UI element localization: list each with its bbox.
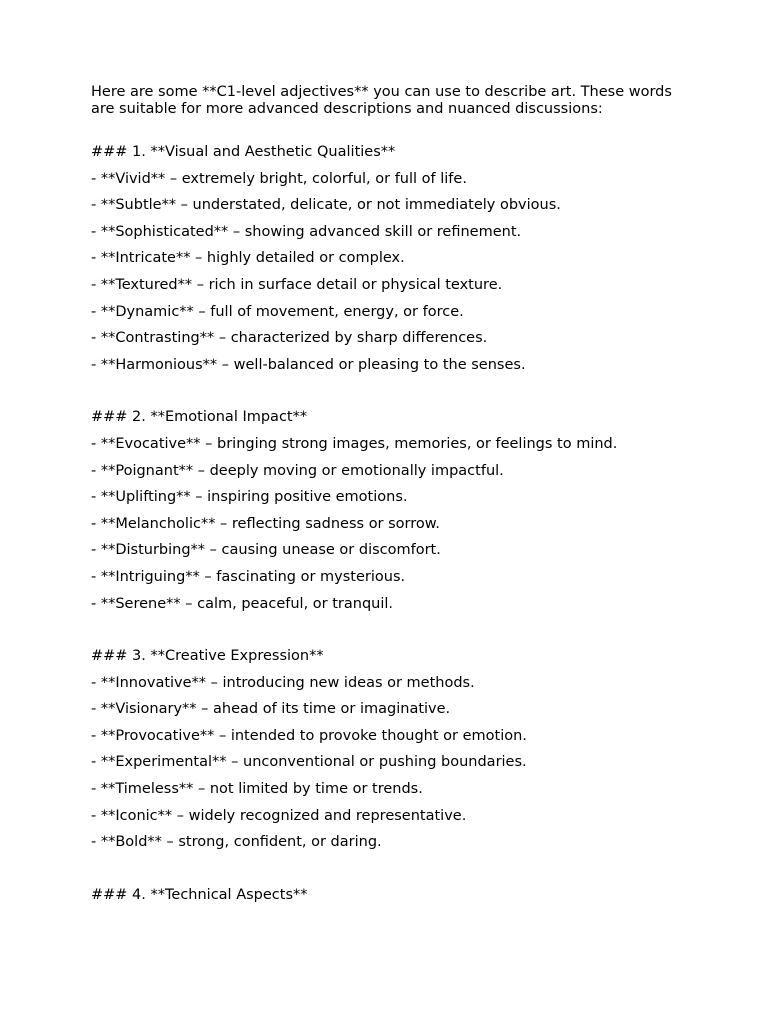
list-item: - **Innovative** – introducing new ideas or methods. [91,674,475,691]
document-page [91,84,691,913]
section-creative-expression [91,648,691,861]
list-item: - **Poignant** – deeply moving or emotionally impactful. [91,462,504,479]
list-item: - **Contrasting** – characterized by sharp differences. [91,330,488,347]
list-item: - **Intriguing** – fascinating or mysterious. [91,568,406,585]
list-item: - **Sophisticated** – showing advanced skill or refinement. [91,223,522,240]
list-item: - **Evocative** – bringing strong images, memories, or feelings to mind. [91,435,618,452]
list-item: - **Serene** – calm, peaceful, or tranquil. [91,595,394,612]
list-item: - **Intricate** – highly detailed or complex. [91,250,405,267]
section-heading: ### 4. **Technical Aspects** [91,886,308,903]
adjective-list [91,171,691,384]
list-item: - **Melancholic** – reflecting sadness or sorrow. [91,515,440,532]
list-item: - **Dynamic** – full of movement, energy, or force. [91,303,464,320]
list-item: - **Disturbing** – causing unease or discomfort. [91,542,441,559]
list-item: - **Bold** – strong, confident, or daring. [91,834,382,851]
list-item: - **Iconic** – widely recognized and representative. [91,807,467,824]
list-item: - **Visionary** – ahead of its time or imaginative. [91,701,451,718]
list-item: - **Vivid** – extremely bright, colorful, or full of life. [91,170,467,187]
list-item: - **Provocative** – intended to provoke thought or emotion. [91,727,527,744]
section-emotional-impact [91,409,691,622]
section-technical-aspects [91,887,691,914]
list-item: - **Textured** – rich in surface detail or physical texture. [91,276,503,293]
list-item: - **Uplifting** – inspiring positive emotions. [91,489,408,506]
adjective-list [91,675,691,861]
adjective-list [91,436,691,622]
list-item: - **Harmonious** – well-balanced or pleasing to the senses. [91,356,526,373]
list-item: - **Timeless** – not limited by time or trends. [91,781,423,798]
section-heading: ### 1. **Visual and Aesthetic Qualities** [91,144,396,160]
section-heading: ### 3. **Creative Expression** [91,648,324,665]
section-visual-aesthetic [91,144,691,383]
list-item: - **Experimental** – unconventional or pushing boundaries. [91,754,527,771]
intro-paragraph: Here are some **C1-level adjectives** you can use to describe art. These words are suitable for more advanced descriptions and nuanced discussions: [91,84,677,117]
section-heading: ### 2. **Emotional Impact** [91,409,308,426]
list-item: - **Subtle** – understated, delicate, or not immediately obvious. [91,197,561,214]
